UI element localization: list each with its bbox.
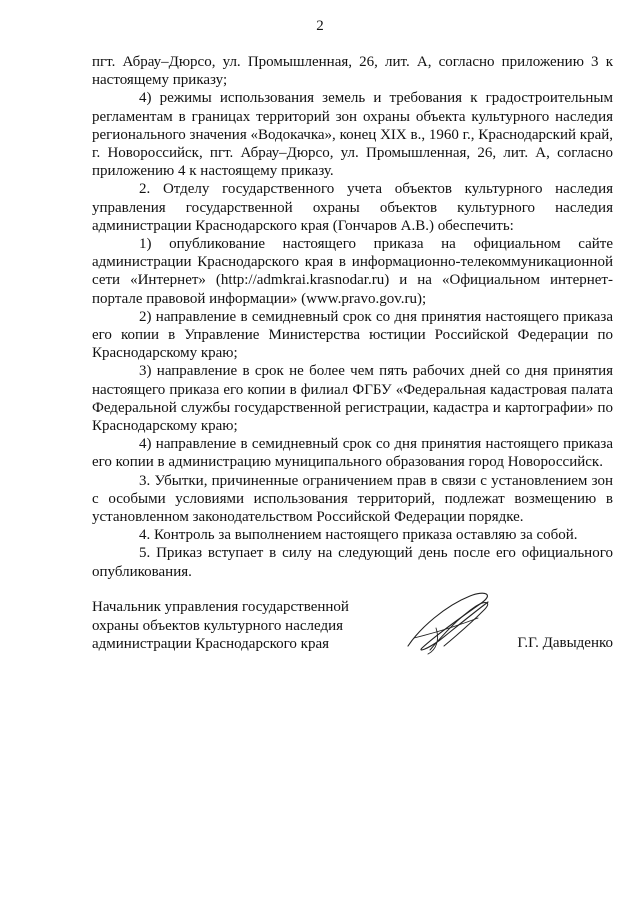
paragraph: 4. Контроль за выполнением настоящего приказа оставляю за собой.: [139, 527, 578, 544]
signatory-title-line: Начальник управления государственной: [92, 599, 349, 615]
paragraph: 1) опубликование настоящего приказа на официальном сайте администрации Краснодарского края в информационно-телекоммуникационной сети «Интернет» (http://admkrai.krasnodar.ru) и на «Официальном интернет-портале правовой информации» (www.pravo.gov.ru);: [92, 236, 613, 307]
signatory-title-line: администрации Краснодарского края: [92, 636, 330, 652]
paragraph: 5. Приказ вступает в силу на следующий день после его официального опубликования.: [92, 545, 613, 580]
paragraph: 4) направление в семидневный срок со дня принятия настоящего приказа его копии в администрацию муниципального образования город Новороссийск.: [92, 436, 613, 471]
signature-block: [92, 598, 613, 668]
page-number: 2: [316, 18, 324, 34]
document-body: [92, 53, 613, 581]
paragraph: пгт. Абрау–Дюрсо, ул. Промышленная, 26, лит. А, согласно приложению 3 к настоящему приказу;: [92, 54, 613, 89]
paragraph: 3. Убытки, причиненные ограничением прав в связи с установлением зон с особыми условиями использования территорий, подлежат возмещению в установленном законодательством Российской Федерации порядке.: [92, 472, 613, 526]
paragraph: 2. Отделу государственного учета объектов культурного наследия управления государственной охраны объектов культурного наследия администрации Краснодарского края (Гончаров А.В.) обеспечить:: [92, 181, 613, 234]
paragraph: 4) режимы использования земель и требования к градостроительным регламентам в границах территорий зон охраны объекта культурного наследия регионального значения «Водокачка», конец XIX в., 1960 г., Краснодарский край, г. Новороссийск, пгт. Абрау–Дюрсо, ул. Промышленная, 26, лит. А, согласно приложению 4 к настоящему приказу.: [92, 90, 613, 180]
signatory-title: [92, 598, 349, 654]
paragraph: 2) направление в семидневный срок со дня принятия настоящего приказа его копии в Управление Министерства юстиции Российской Федерации по Краснодарскому краю;: [92, 308, 613, 362]
handwritten-signature: [400, 588, 510, 658]
signatory-title-line: охраны объектов культурного наследия: [92, 617, 344, 634]
paragraph: 3) направление в срок не более чем пять рабочих дней со дня принятия настоящего приказа его копии в филиал ФГБУ «Федеральная кадастровая палата Федеральной службы государственной регистрации, кадастра и картографии» по Краснодарскому краю;: [92, 363, 613, 435]
signatory-name: Г.Г. Давыденко: [517, 635, 613, 651]
